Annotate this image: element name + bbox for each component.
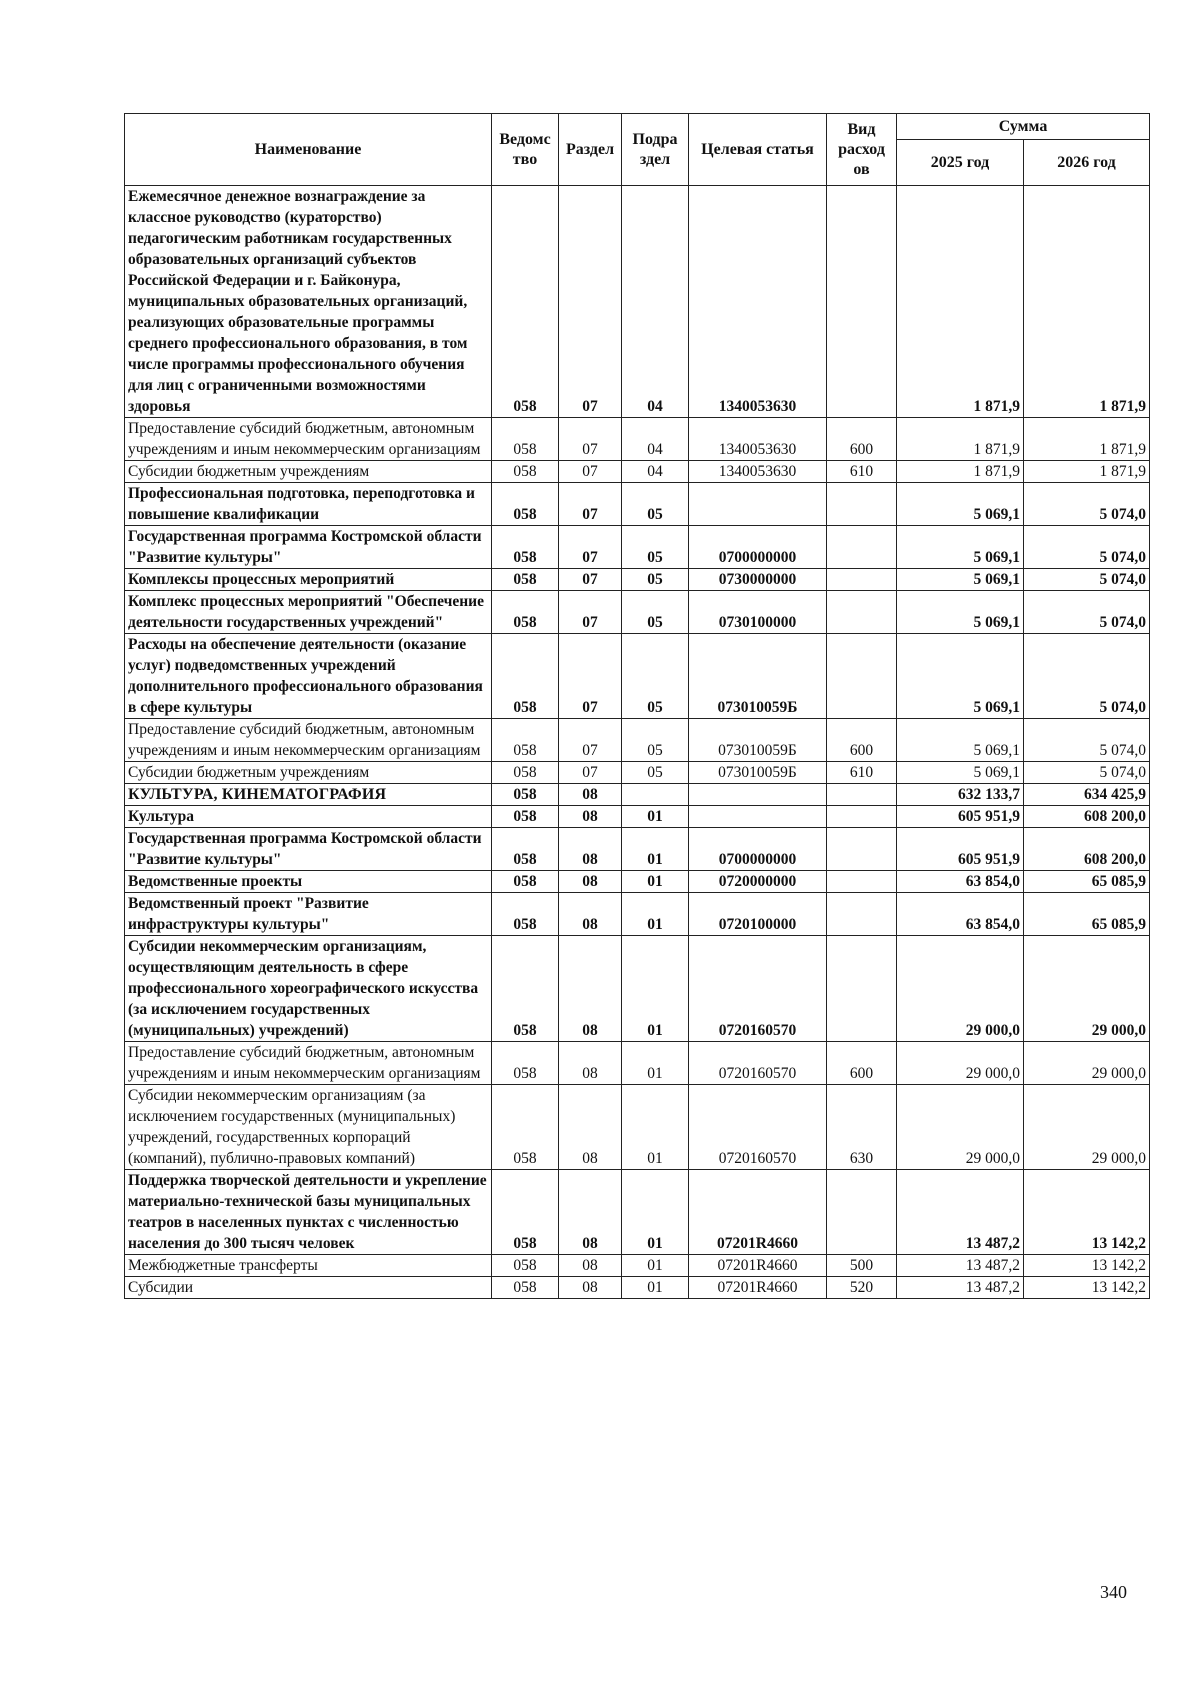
row-celevaya-statya-cell: 073010059Б bbox=[689, 762, 827, 784]
header-vid-rashodov: Вид расход ов bbox=[827, 114, 897, 186]
row-sum-2025-cell: 632 133,7 bbox=[897, 784, 1024, 806]
table-row bbox=[125, 461, 1150, 483]
row-sum-2026-cell: 29 000,0 bbox=[1024, 1085, 1150, 1170]
row-vedomstvo-cell: 058 bbox=[492, 806, 559, 828]
row-vid-rashodov-cell: 600 bbox=[827, 719, 897, 762]
row-razdel-cell: 08 bbox=[559, 936, 622, 1042]
row-celevaya-statya-cell: 07201R4660 bbox=[689, 1170, 827, 1255]
row-name-cell: КУЛЬТУРА, КИНЕМАТОГРАФИЯ bbox=[125, 784, 492, 806]
row-vid-rashodov-cell: 500 bbox=[827, 1255, 897, 1277]
row-vid-rashodov-cell: 610 bbox=[827, 762, 897, 784]
row-razdel-cell: 08 bbox=[559, 893, 622, 936]
row-name-cell: Государственная программа Костромской области "Развитие культуры" bbox=[125, 526, 492, 569]
table-row bbox=[125, 871, 1150, 893]
row-name-cell: Предоставление субсидий бюджетным, автономным учреждениям и иным некоммерческим организациям bbox=[125, 418, 492, 461]
row-vedomstvo-cell: 058 bbox=[492, 418, 559, 461]
row-podrazdel-cell: 01 bbox=[622, 893, 689, 936]
row-sum-2026-cell: 1 871,9 bbox=[1024, 461, 1150, 483]
row-name-cell: Ведомственный проект "Развитие инфраструктуры культуры" bbox=[125, 893, 492, 936]
row-vedomstvo-cell: 058 bbox=[492, 828, 559, 871]
row-podrazdel-cell: 01 bbox=[622, 1255, 689, 1277]
table-row bbox=[125, 784, 1150, 806]
table-row bbox=[125, 526, 1150, 569]
row-razdel-cell: 08 bbox=[559, 1277, 622, 1299]
row-vid-rashodov-cell bbox=[827, 186, 897, 418]
row-celevaya-statya-cell: 073010059Б bbox=[689, 719, 827, 762]
row-podrazdel-cell: 01 bbox=[622, 828, 689, 871]
row-name-cell: Межбюджетные трансферты bbox=[125, 1255, 492, 1277]
row-sum-2026-cell: 5 074,0 bbox=[1024, 569, 1150, 591]
row-celevaya-statya-cell: 1340053630 bbox=[689, 186, 827, 418]
row-name-cell: Субсидии некоммерческим организациям (за исключением государственных (муниципальных) учреждений, государственных корпораций (компаний), публично-правовых компаний) bbox=[125, 1085, 492, 1170]
row-sum-2025-cell: 13 487,2 bbox=[897, 1255, 1024, 1277]
header-vedomstvo: Ведомс тво bbox=[492, 114, 559, 186]
row-podrazdel-cell: 01 bbox=[622, 871, 689, 893]
header-summa: Сумма bbox=[897, 114, 1150, 140]
row-celevaya-statya-cell bbox=[689, 806, 827, 828]
row-name-cell: Субсидии некоммерческим организациям, осуществляющим деятельность в сфере профессионального хореографического искусства (за исключением государственных (муниципальных) учреждений) bbox=[125, 936, 492, 1042]
row-vid-rashodov-cell bbox=[827, 526, 897, 569]
row-vid-rashodov-cell bbox=[827, 483, 897, 526]
row-podrazdel-cell: 05 bbox=[622, 591, 689, 634]
row-vedomstvo-cell: 058 bbox=[492, 893, 559, 936]
row-vid-rashodov-cell bbox=[827, 784, 897, 806]
row-sum-2025-cell: 5 069,1 bbox=[897, 634, 1024, 719]
row-sum-2025-cell: 1 871,9 bbox=[897, 186, 1024, 418]
row-name-cell: Комплексы процессных мероприятий bbox=[125, 569, 492, 591]
header-year-2025: 2025 год bbox=[897, 140, 1024, 186]
row-razdel-cell: 07 bbox=[559, 591, 622, 634]
row-sum-2026-cell: 29 000,0 bbox=[1024, 1042, 1150, 1085]
row-razdel-cell: 07 bbox=[559, 418, 622, 461]
row-podrazdel-cell bbox=[622, 784, 689, 806]
row-name-cell: Предоставление субсидий бюджетным, автономным учреждениям и иным некоммерческим организациям bbox=[125, 719, 492, 762]
row-podrazdel-cell: 01 bbox=[622, 1170, 689, 1255]
row-razdel-cell: 07 bbox=[559, 461, 622, 483]
row-sum-2025-cell: 29 000,0 bbox=[897, 936, 1024, 1042]
row-sum-2025-cell: 1 871,9 bbox=[897, 418, 1024, 461]
header-podrazdel: Подра здел bbox=[622, 114, 689, 186]
row-razdel-cell: 07 bbox=[559, 483, 622, 526]
table-row bbox=[125, 828, 1150, 871]
row-sum-2025-cell: 5 069,1 bbox=[897, 569, 1024, 591]
page-number: 340 bbox=[1100, 1582, 1127, 1602]
row-celevaya-statya-cell bbox=[689, 784, 827, 806]
row-vedomstvo-cell: 058 bbox=[492, 1042, 559, 1085]
row-sum-2025-cell: 5 069,1 bbox=[897, 526, 1024, 569]
row-podrazdel-cell: 04 bbox=[622, 461, 689, 483]
budget-table bbox=[124, 113, 1150, 1299]
row-sum-2026-cell: 5 074,0 bbox=[1024, 591, 1150, 634]
row-razdel-cell: 08 bbox=[559, 1085, 622, 1170]
row-vedomstvo-cell: 058 bbox=[492, 1170, 559, 1255]
row-sum-2026-cell: 634 425,9 bbox=[1024, 784, 1150, 806]
row-vid-rashodov-cell bbox=[827, 828, 897, 871]
row-razdel-cell: 08 bbox=[559, 871, 622, 893]
row-celevaya-statya-cell: 0720000000 bbox=[689, 871, 827, 893]
row-podrazdel-cell: 05 bbox=[622, 526, 689, 569]
row-vedomstvo-cell: 058 bbox=[492, 186, 559, 418]
row-sum-2025-cell: 5 069,1 bbox=[897, 483, 1024, 526]
row-podrazdel-cell: 05 bbox=[622, 569, 689, 591]
table-body bbox=[125, 186, 1150, 1299]
row-celevaya-statya-cell bbox=[689, 483, 827, 526]
table-row bbox=[125, 186, 1150, 418]
row-name-cell: Ведомственные проекты bbox=[125, 871, 492, 893]
row-vedomstvo-cell: 058 bbox=[492, 784, 559, 806]
row-podrazdel-cell: 04 bbox=[622, 186, 689, 418]
row-podrazdel-cell: 01 bbox=[622, 806, 689, 828]
row-sum-2026-cell: 608 200,0 bbox=[1024, 828, 1150, 871]
table-row bbox=[125, 806, 1150, 828]
row-podrazdel-cell: 01 bbox=[622, 1042, 689, 1085]
row-sum-2025-cell: 13 487,2 bbox=[897, 1170, 1024, 1255]
row-vedomstvo-cell: 058 bbox=[492, 1085, 559, 1170]
row-razdel-cell: 08 bbox=[559, 1042, 622, 1085]
row-podrazdel-cell: 05 bbox=[622, 719, 689, 762]
row-name-cell: Поддержка творческой деятельности и укрепление материально-технической базы муниципальных театров в населенных пунктах с численностью населения до 300 тысяч человек bbox=[125, 1170, 492, 1255]
row-razdel-cell: 08 bbox=[559, 1255, 622, 1277]
row-name-cell: Субсидии bbox=[125, 1277, 492, 1299]
row-sum-2026-cell: 5 074,0 bbox=[1024, 526, 1150, 569]
table-row bbox=[125, 719, 1150, 762]
row-name-cell: Предоставление субсидий бюджетным, автономным учреждениям и иным некоммерческим организациям bbox=[125, 1042, 492, 1085]
row-vid-rashodov-cell bbox=[827, 591, 897, 634]
row-vedomstvo-cell: 058 bbox=[492, 1277, 559, 1299]
row-sum-2025-cell: 63 854,0 bbox=[897, 871, 1024, 893]
row-podrazdel-cell: 05 bbox=[622, 762, 689, 784]
row-vid-rashodov-cell bbox=[827, 634, 897, 719]
row-sum-2026-cell: 65 085,9 bbox=[1024, 871, 1150, 893]
row-celevaya-statya-cell: 0730000000 bbox=[689, 569, 827, 591]
row-name-cell: Культура bbox=[125, 806, 492, 828]
row-sum-2026-cell: 65 085,9 bbox=[1024, 893, 1150, 936]
table-row bbox=[125, 1085, 1150, 1170]
row-vedomstvo-cell: 058 bbox=[492, 483, 559, 526]
row-podrazdel-cell: 01 bbox=[622, 936, 689, 1042]
header-razdel: Раздел bbox=[559, 114, 622, 186]
row-sum-2025-cell: 29 000,0 bbox=[897, 1085, 1024, 1170]
row-vid-rashodov-cell: 600 bbox=[827, 1042, 897, 1085]
row-vedomstvo-cell: 058 bbox=[492, 526, 559, 569]
header-year-2026: 2026 год bbox=[1024, 140, 1150, 186]
row-vedomstvo-cell: 058 bbox=[492, 871, 559, 893]
header-celevaya-statya: Целевая статья bbox=[689, 114, 827, 186]
row-sum-2025-cell: 605 951,9 bbox=[897, 806, 1024, 828]
row-vid-rashodov-cell bbox=[827, 936, 897, 1042]
header-name: Наименование bbox=[125, 114, 492, 186]
table-row bbox=[125, 1170, 1150, 1255]
row-celevaya-statya-cell: 0720160570 bbox=[689, 1085, 827, 1170]
row-celevaya-statya-cell: 1340053630 bbox=[689, 461, 827, 483]
row-sum-2026-cell: 5 074,0 bbox=[1024, 719, 1150, 762]
row-razdel-cell: 07 bbox=[559, 634, 622, 719]
row-sum-2026-cell: 1 871,9 bbox=[1024, 186, 1150, 418]
row-celevaya-statya-cell: 073010059Б bbox=[689, 634, 827, 719]
row-vedomstvo-cell: 058 bbox=[492, 591, 559, 634]
row-vid-rashodov-cell bbox=[827, 806, 897, 828]
table-row bbox=[125, 418, 1150, 461]
row-sum-2026-cell: 13 142,2 bbox=[1024, 1277, 1150, 1299]
table-row bbox=[125, 762, 1150, 784]
row-vedomstvo-cell: 058 bbox=[492, 634, 559, 719]
row-name-cell: Государственная программа Костромской области "Развитие культуры" bbox=[125, 828, 492, 871]
table-row bbox=[125, 893, 1150, 936]
row-sum-2026-cell: 13 142,2 bbox=[1024, 1255, 1150, 1277]
row-podrazdel-cell: 01 bbox=[622, 1085, 689, 1170]
row-vid-rashodov-cell: 630 bbox=[827, 1085, 897, 1170]
row-razdel-cell: 08 bbox=[559, 1170, 622, 1255]
row-celevaya-statya-cell: 07201R4660 bbox=[689, 1277, 827, 1299]
row-name-cell: Расходы на обеспечение деятельности (оказание услуг) подведомственных учреждений дополнительного профессионального образования в сфере культуры bbox=[125, 634, 492, 719]
row-celevaya-statya-cell: 0700000000 bbox=[689, 828, 827, 871]
row-celevaya-statya-cell: 0720160570 bbox=[689, 936, 827, 1042]
table-row bbox=[125, 936, 1150, 1042]
row-sum-2025-cell: 5 069,1 bbox=[897, 591, 1024, 634]
row-sum-2026-cell: 1 871,9 bbox=[1024, 418, 1150, 461]
row-razdel-cell: 07 bbox=[559, 186, 622, 418]
row-sum-2026-cell: 5 074,0 bbox=[1024, 634, 1150, 719]
table-header bbox=[125, 114, 1150, 186]
row-name-cell: Субсидии бюджетным учреждениям bbox=[125, 461, 492, 483]
table-row bbox=[125, 483, 1150, 526]
row-name-cell: Профессиональная подготовка, переподготовка и повышение квалификации bbox=[125, 483, 492, 526]
table-row bbox=[125, 1277, 1150, 1299]
row-vedomstvo-cell: 058 bbox=[492, 936, 559, 1042]
row-vedomstvo-cell: 058 bbox=[492, 1255, 559, 1277]
row-podrazdel-cell: 04 bbox=[622, 418, 689, 461]
table-row bbox=[125, 1255, 1150, 1277]
row-vedomstvo-cell: 058 bbox=[492, 461, 559, 483]
row-sum-2025-cell: 605 951,9 bbox=[897, 828, 1024, 871]
table-row bbox=[125, 569, 1150, 591]
row-sum-2026-cell: 608 200,0 bbox=[1024, 806, 1150, 828]
row-celevaya-statya-cell: 0720100000 bbox=[689, 893, 827, 936]
table-row bbox=[125, 634, 1150, 719]
row-vedomstvo-cell: 058 bbox=[492, 569, 559, 591]
row-sum-2025-cell: 1 871,9 bbox=[897, 461, 1024, 483]
row-celevaya-statya-cell: 0720160570 bbox=[689, 1042, 827, 1085]
row-sum-2026-cell: 5 074,0 bbox=[1024, 762, 1150, 784]
row-name-cell: Комплекс процессных мероприятий "Обеспечение деятельности государственных учреждений" bbox=[125, 591, 492, 634]
row-vid-rashodov-cell: 600 bbox=[827, 418, 897, 461]
table-row bbox=[125, 1042, 1150, 1085]
row-celevaya-statya-cell: 0730100000 bbox=[689, 591, 827, 634]
row-vid-rashodov-cell bbox=[827, 1170, 897, 1255]
row-vedomstvo-cell: 058 bbox=[492, 719, 559, 762]
row-vid-rashodov-cell: 520 bbox=[827, 1277, 897, 1299]
row-celevaya-statya-cell: 07201R4660 bbox=[689, 1255, 827, 1277]
row-sum-2026-cell: 5 074,0 bbox=[1024, 483, 1150, 526]
row-podrazdel-cell: 05 bbox=[622, 634, 689, 719]
row-celevaya-statya-cell: 0700000000 bbox=[689, 526, 827, 569]
row-celevaya-statya-cell: 1340053630 bbox=[689, 418, 827, 461]
row-vid-rashodov-cell bbox=[827, 871, 897, 893]
row-vid-rashodov-cell bbox=[827, 893, 897, 936]
row-sum-2025-cell: 29 000,0 bbox=[897, 1042, 1024, 1085]
row-vid-rashodov-cell: 610 bbox=[827, 461, 897, 483]
row-sum-2025-cell: 13 487,2 bbox=[897, 1277, 1024, 1299]
row-sum-2026-cell: 29 000,0 bbox=[1024, 936, 1150, 1042]
row-podrazdel-cell: 01 bbox=[622, 1277, 689, 1299]
row-razdel-cell: 08 bbox=[559, 806, 622, 828]
row-sum-2025-cell: 5 069,1 bbox=[897, 719, 1024, 762]
row-razdel-cell: 07 bbox=[559, 569, 622, 591]
row-razdel-cell: 07 bbox=[559, 719, 622, 762]
row-razdel-cell: 07 bbox=[559, 526, 622, 569]
row-razdel-cell: 07 bbox=[559, 762, 622, 784]
table-row bbox=[125, 591, 1150, 634]
row-name-cell: Субсидии бюджетным учреждениям bbox=[125, 762, 492, 784]
row-razdel-cell: 08 bbox=[559, 784, 622, 806]
row-podrazdel-cell: 05 bbox=[622, 483, 689, 526]
row-sum-2026-cell: 13 142,2 bbox=[1024, 1170, 1150, 1255]
row-razdel-cell: 08 bbox=[559, 828, 622, 871]
row-name-cell: Ежемесячное денежное вознаграждение за классное руководство (кураторство) педагогическим работникам государственных образовательных организаций субъектов Российской Федерации и г. Байконура, муниципальных образовательных организаций, реализующих образовательные программы среднего профессионального образования, в том числе программы профессионального обучения для лиц с ограниченными возможностями здоровья bbox=[125, 186, 492, 418]
row-vedomstvo-cell: 058 bbox=[492, 762, 559, 784]
row-sum-2025-cell: 5 069,1 bbox=[897, 762, 1024, 784]
row-vid-rashodov-cell bbox=[827, 569, 897, 591]
row-sum-2025-cell: 63 854,0 bbox=[897, 893, 1024, 936]
